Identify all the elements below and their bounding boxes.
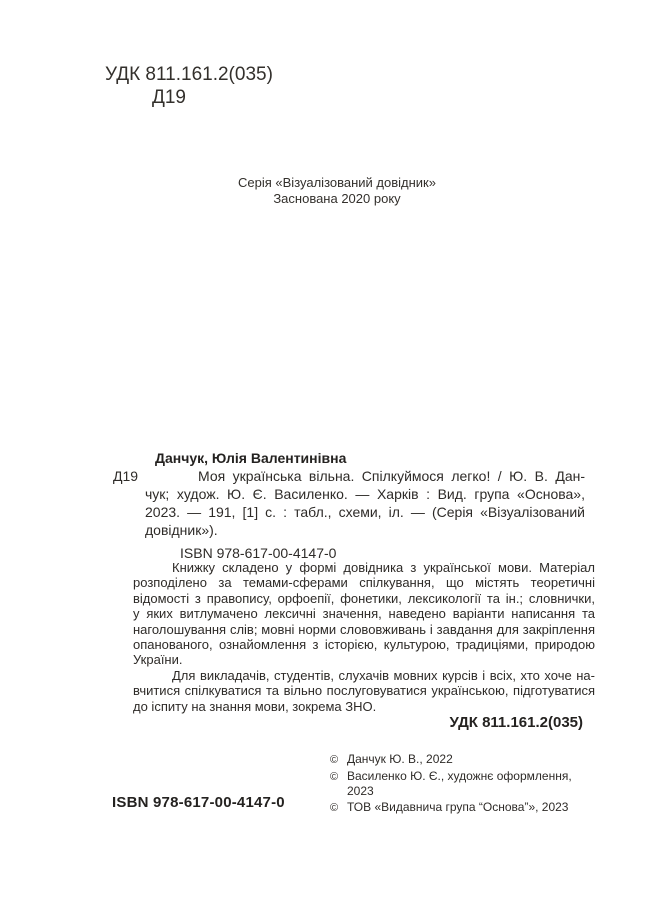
copyright-icon: ©: [330, 801, 339, 814]
isbn-bottom: ISBN 978-617-00-4147-0: [112, 794, 285, 811]
copyright-item: [330, 769, 582, 800]
copyright-text: Василенко Ю. Є., художнє оформлення,: [347, 768, 572, 783]
bibliographic-record: [113, 449, 585, 562]
series-block: [25, 175, 649, 207]
copyright-text: Данчук Ю. В., 2022: [347, 752, 453, 766]
isbn-in-record: ISBN 978-617-00-4147-0: [180, 545, 337, 561]
annotation-line: до іспиту на знання мови, зокрема ЗНО.: [133, 698, 377, 714]
biblio-author-sign: Д19: [113, 468, 139, 484]
annotation-line: у яких витлумачено лексичні значення, наведено варіанти написання та: [133, 606, 595, 622]
copyright-text: ТОВ «Видавнича група “Основа”», 2023: [347, 799, 569, 814]
copyright-text: 2023: [347, 784, 374, 798]
biblio-line-1: Моя українська вільна. Спілкуймося легко! / Ю. В. Дан-: [198, 468, 585, 484]
series-title: Серія «Візуалізований довідник»: [238, 175, 436, 190]
annotation-line: вчитися спілкуватися та вільно послуговуватися українською, підготуватися: [133, 683, 595, 699]
series-founded: Заснована 2020 року: [273, 191, 401, 206]
annotation-line: наголошування слів; мовні норми слововживань і завдання для закріплення: [133, 621, 595, 637]
author-heading: Данчук, Юлія Валентинівна: [155, 450, 347, 466]
copyright-block: [330, 752, 582, 816]
biblio-line-3: 2023. — 191, [1] с. : табл., схеми, іл. — (Серія «Візуалізований: [145, 504, 585, 520]
copyright-icon: ©: [330, 754, 339, 766]
annotation-line: Для викладачів, студентів, слухачів мовних курсів і всіх, хто хоче на-: [172, 667, 595, 683]
annotation-line: розподілено за темами-сферами спілкування, що містять теоретичні: [133, 575, 595, 591]
udk-number-top: УДК 811.161.2(035): [105, 64, 273, 85]
copyright-item: [330, 752, 582, 769]
author-sign-top: Д19: [152, 87, 187, 108]
annotation-line: опанованого, ознайомлення з історією, культурою, традиціями, природою: [133, 637, 595, 653]
udk-classification-block: [105, 63, 273, 109]
copyright-item: [330, 800, 582, 817]
biblio-line-2: чук; худож. Ю. Є. Василенко. — Харків : Вид. група «Основа»,: [145, 486, 585, 502]
udk-number-bottom: УДК 811.161.2(035): [449, 714, 583, 731]
biblio-line-4: довідник»).: [145, 522, 218, 538]
annotation-block: [133, 560, 595, 714]
annotation-line: відомості з правопису, орфоепії, фонетики, лексикології та ін.; словнички,: [133, 590, 595, 606]
copyright-icon: ©: [330, 770, 339, 783]
annotation-line: Книжку складено у формі довідника з української мови. Матеріал: [172, 560, 595, 575]
annotation-line: України.: [133, 652, 183, 668]
